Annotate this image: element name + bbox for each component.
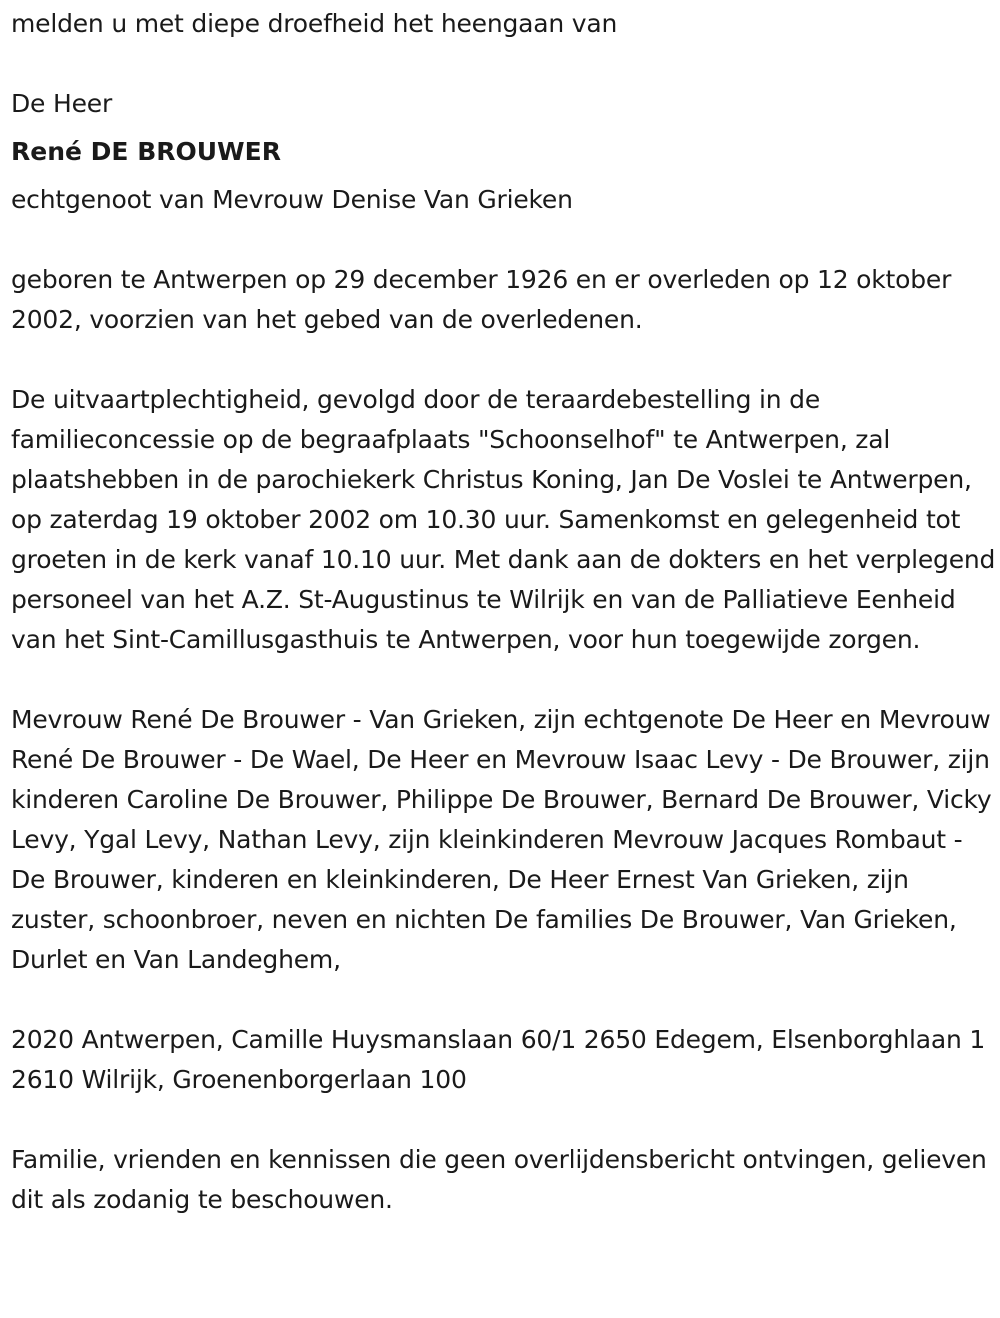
addresses-paragraph: 2020 Antwerpen, Camille Huysmanslaan 60/1 2650 Edegem, Elsenborghlaan 1 2610 Wilrijk, Groenenborgerlaan 100 — [11, 1025, 986, 1094]
spouse-line: echtgenoot van Mevrouw Denise Van Grieken — [11, 185, 573, 214]
deceased-title: De Heer — [11, 89, 113, 118]
closing-paragraph: Familie, vrienden en kennissen die geen overlijdensbericht ontvingen, gelieven dit als zodanig te beschouwen. — [11, 1145, 987, 1214]
ceremony-paragraph: De uitvaartplechtigheid, gevolgd door de teraardebestelling in de familieconcessie op de begraafplaats "Schoonselhof" te Antwerpen, zal plaatshebben in de parochiekerk Christus Koning, Jan De Voslei te Antwerpen, op zaterdag 19 oktober 2002 om 10.30 uur. Samenkomst en gelegenheid tot groeten in de kerk vanaf 10.10 uur. Met dank aan de dokters en het verplegend personeel van het A.Z. St-Augustinus te Wilrijk en van de Palliatieve Eenheid van het Sint-Camillusgasthuis te Antwerpen, voor hun toegewijde zorgen. — [11, 385, 996, 654]
family-paragraph: Mevrouw René De Brouwer - Van Grieken, zijn echtgenote De Heer en Mevrouw René De Brouwer - De Wael, De Heer en Mevrouw Isaac Levy - De Brouwer, zijn kinderen Caroline De Brouwer, Philippe De Brouwer, Bernard De Brouwer, Vicky Levy, Ygal Levy, Nathan Levy, zijn kleinkinderen Mevrouw Jacques Rombaut - De Brouwer, kinderen en kleinkinderen, De Heer Ernest Van Grieken, zijn zuster, schoonbroer, neven en nichten De families De Brouwer, Van Grieken, Durlet en Van Landeghem, — [11, 705, 992, 974]
obituary-notice — [11, 4, 996, 1220]
birth-death-paragraph: geboren te Antwerpen op 29 december 1926 en er overleden op 12 oktober 2002, voorzien van het gebed van de overledenen. — [11, 265, 952, 334]
deceased-name: René DE BROUWER — [11, 137, 281, 166]
intro-line: melden u met diepe droefheid het heengaan van — [11, 9, 618, 38]
